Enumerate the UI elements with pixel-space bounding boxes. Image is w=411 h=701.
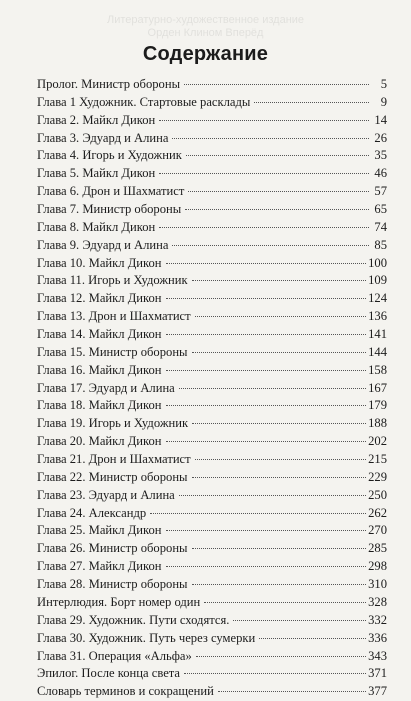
- toc-entry: [37, 576, 387, 594]
- toc-entry: [37, 183, 387, 201]
- toc-entry-page: 26: [374, 130, 387, 145]
- toc-entry: [37, 612, 387, 630]
- toc-entry-page: 377: [368, 684, 387, 699]
- toc-entry-title: Глава 8. Майкл Дикон: [37, 219, 156, 234]
- toc-leader-dots: [179, 388, 366, 389]
- toc-entry-title: Глава 22. Министр обороны: [37, 469, 188, 484]
- toc-entry-page: 371: [368, 666, 387, 681]
- toc-entry-title: Глава 14. Майкл Дикон: [37, 327, 162, 342]
- toc-leader-dots: [172, 138, 369, 139]
- toc-entry-page: 188: [368, 416, 387, 431]
- toc-entry-page: 124: [368, 291, 387, 306]
- toc-leader-dots: [233, 620, 366, 621]
- toc-leader-dots: [192, 423, 366, 424]
- toc-entry-title: Глава 17. Эдуард и Алина: [37, 380, 175, 395]
- toc-leader-dots: [184, 673, 366, 674]
- toc-entry: [37, 219, 387, 237]
- toc-entry-page: 343: [368, 648, 387, 663]
- toc-entry-title: Глава 21. Дрон и Шахматист: [37, 452, 191, 467]
- toc-entry: [37, 76, 387, 94]
- toc-entry-page: 158: [368, 362, 387, 377]
- toc-leader-dots: [204, 602, 366, 603]
- toc-entry-title: Глава 25. Майкл Дикон: [37, 523, 162, 538]
- toc-leader-dots: [185, 209, 369, 210]
- toc-entry-title: Глава 2. Майкл Дикон: [37, 112, 156, 127]
- toc-entry: [37, 487, 387, 505]
- toc-entry-title: Глава 16. Майкл Дикон: [37, 362, 162, 377]
- toc-entry-title: Глава 10. Майкл Дикон: [37, 255, 162, 270]
- toc-entry-title: Глава 18. Майкл Дикон: [37, 398, 162, 413]
- toc-leader-dots: [188, 191, 369, 192]
- toc-entry-page: 262: [368, 505, 387, 520]
- toc-entry-page: 215: [368, 452, 387, 467]
- toc-entry: [37, 540, 387, 558]
- toc-leader-dots: [192, 584, 367, 585]
- toc-leader-dots: [172, 245, 369, 246]
- toc-leader-dots: [186, 155, 369, 156]
- toc-entry-title: Глава 20. Майкл Дикон: [37, 434, 162, 449]
- toc-leader-dots: [254, 102, 369, 103]
- toc-leader-dots: [195, 316, 366, 317]
- toc-entry-page: 310: [368, 577, 387, 592]
- toc-entry: [37, 469, 387, 487]
- toc-entry-title: Пролог. Министр обороны: [37, 77, 181, 91]
- toc-entry-title: Словарь терминов и сокращений: [37, 684, 214, 699]
- bleed-line-1: Литературно-художественное издание: [106, 14, 305, 26]
- toc-entry: [37, 147, 387, 165]
- toc-entry-title: Глава 19. Игорь и Художник: [37, 416, 189, 431]
- toc-entry-page: 35: [374, 148, 387, 163]
- toc-leader-dots: [166, 334, 367, 335]
- toc-leader-dots: [159, 120, 369, 121]
- toc-leader-dots: [259, 638, 366, 639]
- toc-entry-title: Глава 11. Игорь и Художник: [37, 273, 188, 288]
- toc-leader-dots: [179, 495, 366, 496]
- toc-entry: [37, 683, 387, 701]
- toc-entry-page: 332: [368, 612, 387, 627]
- toc-entry-page: 285: [368, 541, 387, 556]
- toc-entry-page: 85: [374, 237, 387, 252]
- toc-entry: [37, 522, 387, 540]
- toc-entry: [37, 594, 387, 612]
- toc-entry-title: Глава 15. Министр обороны: [37, 344, 188, 359]
- toc-entry-page: 14: [374, 112, 387, 127]
- toc-entry-page: 109: [368, 273, 387, 288]
- toc-entry: [37, 380, 387, 398]
- toc-entry-title: Глава 13. Дрон и Шахматист: [37, 309, 191, 324]
- toc-leader-dots: [195, 459, 366, 460]
- toc-entry-page: 5: [380, 77, 387, 91]
- toc-entry-page: 65: [374, 202, 387, 217]
- toc-leader-dots: [196, 656, 366, 657]
- toc-entry-page: 270: [368, 523, 387, 538]
- toc-leader-dots: [192, 477, 367, 478]
- toc-entry-title: Глава 23. Эдуард и Алина: [37, 487, 175, 502]
- toc-leader-dots: [166, 298, 367, 299]
- toc-entry: [37, 433, 387, 451]
- toc-entry-page: 100: [368, 255, 387, 270]
- toc-leader-dots: [150, 513, 366, 514]
- toc-entry-title: Глава 12. Майкл Дикон: [37, 291, 162, 306]
- toc-entry-page: 179: [368, 398, 387, 413]
- toc-leader-dots: [166, 441, 367, 442]
- toc-entry-page: 57: [374, 184, 387, 199]
- toc-entry: [37, 272, 387, 290]
- toc-entry-title: Глава 4. Игорь и Художник: [37, 148, 182, 163]
- toc-entry: [37, 290, 387, 308]
- toc-entry-title: Глава 26. Министр обороны: [37, 541, 188, 556]
- toc-entry: [37, 665, 387, 683]
- toc-entry-title: Глава 7. Министр обороны: [37, 202, 182, 217]
- toc-entry-page: 202: [368, 434, 387, 449]
- toc-entry-title: Глава 24. Александр: [37, 505, 147, 520]
- bleed-line-2: Орден Клином Вперёд: [147, 27, 264, 39]
- toc-entry: [37, 558, 387, 576]
- toc-entry-title: Глава 9. Эдуард и Алина: [37, 237, 169, 252]
- toc-entry: [37, 648, 387, 666]
- toc-leader-dots: [166, 370, 367, 371]
- toc-entry-title: Глава 29. Художник. Пути сходятся.: [37, 612, 230, 627]
- toc-entry-page: 74: [374, 219, 387, 234]
- toc-entry-title: Глава 31. Операция «Альфа»: [37, 648, 192, 663]
- toc-entry-title: Глава 1 Художник. Стартовые расклады: [37, 94, 251, 109]
- toc-leader-dots: [184, 84, 369, 85]
- toc-leader-dots: [166, 530, 367, 531]
- toc-entry-page: 46: [374, 166, 387, 181]
- toc-entry-title: Глава 28. Министр обороны: [37, 577, 188, 592]
- toc-leader-dots: [192, 352, 367, 353]
- toc-entry-page: 328: [368, 594, 387, 609]
- toc-leader-dots: [192, 548, 367, 549]
- toc-entry: [37, 397, 387, 415]
- toc-entry: [37, 237, 387, 255]
- toc-entry-title: Эпилог. После конца света: [37, 666, 181, 681]
- toc-leader-dots: [166, 263, 367, 264]
- page-title: Содержание: [142, 43, 269, 65]
- toc-entry-title: Глава 5. Майкл Дикон: [37, 166, 156, 181]
- toc-entry-page: 250: [368, 487, 387, 502]
- toc-entry-title: Глава 6. Дрон и Шахматист: [37, 184, 185, 199]
- toc-entry-page: 336: [368, 630, 387, 645]
- toc-entry: [37, 94, 387, 112]
- toc-entry-page: 9: [380, 94, 387, 109]
- toc-entry: [37, 451, 387, 469]
- toc-entry: [37, 344, 387, 362]
- toc-entry-title: Интерлюдия. Борт номер один: [37, 594, 201, 609]
- toc-leader-dots: [218, 691, 366, 692]
- toc-entry: [37, 165, 387, 183]
- toc-entry: [37, 505, 387, 523]
- table-of-contents: [37, 76, 387, 701]
- toc-leader-dots: [166, 566, 367, 567]
- toc-entry: [37, 326, 387, 344]
- toc-entry-page: 167: [368, 380, 387, 395]
- toc-leader-dots: [192, 280, 366, 281]
- toc-leader-dots: [166, 405, 367, 406]
- toc-entry: [37, 112, 387, 130]
- toc-entry-page: 229: [368, 469, 387, 484]
- toc-entry: [37, 415, 387, 433]
- toc-entry-page: 298: [368, 559, 387, 574]
- toc-entry: [37, 201, 387, 219]
- toc-leader-dots: [159, 227, 369, 228]
- toc-entry-page: 141: [368, 327, 387, 342]
- toc-entry-title: Глава 30. Художник. Путь через сумерки: [37, 630, 256, 645]
- toc-leader-dots: [159, 173, 369, 174]
- toc-entry-page: 144: [368, 344, 387, 359]
- toc-entry-title: Глава 27. Майкл Дикон: [37, 559, 162, 574]
- toc-entry: [37, 362, 387, 380]
- toc-entry-page: 136: [368, 309, 387, 324]
- toc-entry: [37, 255, 387, 273]
- toc-entry: [37, 130, 387, 148]
- toc-entry: [37, 630, 387, 648]
- toc-entry-title: Глава 3. Эдуард и Алина: [37, 130, 169, 145]
- toc-entry: [37, 308, 387, 326]
- bleed-through-text: [0, 0, 411, 84]
